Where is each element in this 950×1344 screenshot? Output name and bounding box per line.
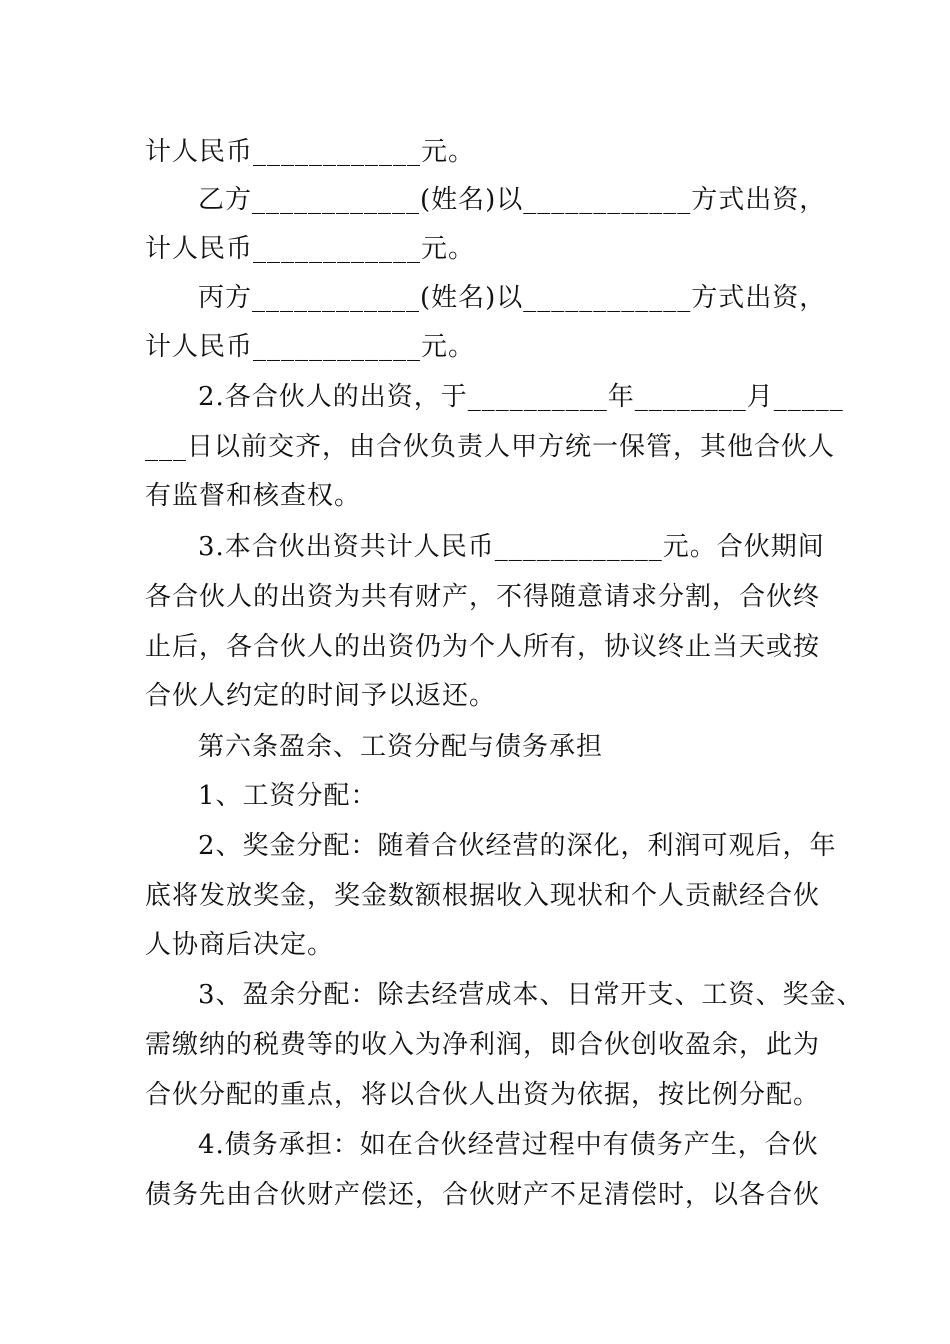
text-line-bonus-cont: 底将发放奖金，奖金数额根据收入现状和个人贡献经合伙 — [145, 881, 821, 911]
text-line-clause-2-cont: ___日以前交齐，由合伙负责人甲方统一保管，其他合伙人 — [145, 432, 836, 462]
text-line-clause-3-end: 合伙人约定的时间予以返还。 — [145, 681, 497, 711]
text-line-surplus-start: 3、盈余分配：除去经营成本、日常开支、工资、奖金、 — [198, 980, 864, 1010]
text-line-party-b-amount: 计人民币____________元。 — [145, 234, 476, 264]
text-line-debt-start: 4.债务承担：如在合伙经营过程中有债务产生，合伙 — [198, 1130, 819, 1160]
text-line-clause-3-start: 3.本合伙出资共计人民币____________元。合伙期间 — [198, 532, 825, 562]
text-line-surplus-cont: 需缴纳的税费等的收入为净利润，即合伙创收盈余，此为 — [145, 1030, 821, 1060]
text-line-clause-3-cont-1: 各合伙人的出资为共有财产，不得随意请求分割，合伙终 — [145, 582, 821, 612]
text-line-surplus-end: 合伙分配的重点，将以合伙人出资为依据，按比例分配。 — [145, 1080, 821, 1110]
text-line-clause-2-start: 2.各合伙人的出资，于__________年________月_____ — [198, 382, 844, 412]
text-line-clause-2-end: 有监督和核查权。 — [145, 481, 362, 511]
text-line-bonus-start: 2、奖金分配：随着合伙经营的深化，利润可观后，年 — [198, 831, 837, 861]
text-line-debt-cont: 债务先由合伙财产偿还，合伙财产不足清偿时，以各合伙 — [145, 1180, 821, 1210]
text-line-clause-3-cont-2: 止后，各合伙人的出资仍为个人所有，协议终止当天或按 — [145, 632, 821, 662]
text-line-contribution-a-amount: 计人民币____________元。 — [145, 137, 476, 167]
text-line-party-c-contribution: 丙方____________(姓名)以____________方式出资， — [198, 283, 827, 313]
text-line-party-b-contribution: 乙方____________(姓名)以____________方式出资， — [198, 185, 827, 215]
text-line-wage-distribution: 1、工资分配： — [198, 781, 378, 811]
text-line-bonus-end: 人协商后决定。 — [145, 930, 335, 960]
section-heading-article-6: 第六条盈余、工资分配与债务承担 — [198, 732, 604, 762]
text-line-party-c-amount: 计人民币____________元。 — [145, 332, 476, 362]
